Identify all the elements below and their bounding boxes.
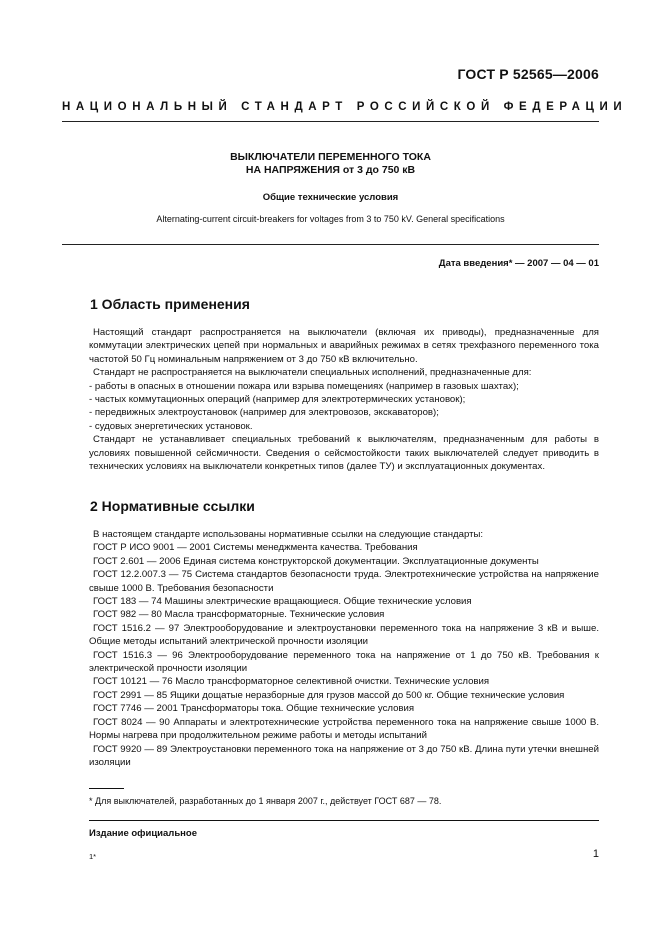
edition-label: Издание официальное (89, 828, 197, 839)
list-item: - частых коммутационных операций (например для электротермических установок); (89, 394, 466, 406)
reference-item: ГОСТ 2.601 — 2006 Единая система конструкторской документации. Эксплуатационные документы (93, 555, 539, 567)
list-item: - передвижных электроустановок (например для электровозов, экскаваторов); (89, 407, 439, 419)
national-standard-banner: НАЦИОНАЛЬНЫЙ СТАНДАРТ РОССИЙСКОЙ ФЕДЕРАЦИИ (62, 101, 628, 113)
reference-item: ГОСТ 1516.2 — 97 Электрооборудование и электроустановки переменного тока на напряжение 3 кВ и выше. Общие методы испытаний электрической прочности изоляции (89, 622, 599, 648)
reference-item: ГОСТ 12.2.007.3 — 75 Система стандартов безопасности труда. Электротехнические устройства на напряжение свыше 1000 В. Требования безопасности (89, 569, 599, 594)
reference-item: ГОСТ 2991 — 85 Ящики дощатые неразборные для грузов массой до 500 кг. Общие технические условия (93, 689, 565, 701)
section-1-heading: 1 Область применения (90, 296, 250, 312)
reference-item: ГОСТ 1516.3 — 96 Электрооборудование переменного тока на напряжение от 1 до 750 кВ. Требования к электрической прочности изоляции (89, 649, 599, 675)
reference-item: ГОСТ 982 — 80 Масла трансформаторные. Технические условия (93, 609, 385, 621)
list-item: - работы в опасных в отношении пожара или взрыва помещениях (например в газовых шахтах); (89, 380, 519, 392)
reference-item: ГОСТ 10121 — 76 Масло трансформаторное селективной очистки. Технические условия (93, 676, 490, 688)
list-item: - судовых энергетических установок. (89, 420, 253, 432)
page-number: 1 (592, 848, 599, 860)
title-line-1: ВЫКЛЮЧАТЕЛИ ПЕРЕМЕННОГО ТОКА (230, 151, 431, 163)
paragraph: В настоящем стандарте использованы нормативные ссылки на следующие стандарты: (93, 529, 484, 540)
title-rule (62, 244, 599, 245)
section-1-body (89, 326, 599, 473)
reference-item: ГОСТ 7746 — 2001 Трансформаторы тока. Общие технические условия (93, 703, 415, 715)
edition-rule (89, 820, 599, 821)
english-title: Alternating-current circuit-breakers for voltages from 3 to 750 kV. General specifications (156, 214, 505, 224)
footnote-rule (89, 788, 124, 789)
subtitle: Общие технические условия (262, 192, 399, 203)
reference-item: ГОСТ 183 — 74 Машины электрические вращающиеся. Общие технические условия (93, 596, 472, 608)
title-line-2: НА НАПРЯЖЕНИЯ от 3 до 750 кВ (245, 164, 416, 176)
paragraph: Стандарт не распространяется на выключатели специальных исполнений, предназначенные для: (93, 367, 532, 379)
reference-item: ГОСТ Р ИСО 9001 — 2001 Системы менеджмента качества. Требования (93, 542, 418, 554)
section-2-body (89, 528, 599, 769)
header-rule (62, 121, 599, 122)
sheet-mark: 1* (89, 852, 97, 861)
reference-item: ГОСТ 9920 — 89 Электроустановки переменного тока на напряжение от 3 до 750 кВ. Длина пути утечки внешней изоляции (89, 743, 599, 768)
reference-item: ГОСТ 8024 — 90 Аппараты и электротехнические устройства переменного тока на напряжение свыше 1000 В. Нормы нагрева при продолжительном режиме работы и методы испытаний (89, 716, 599, 742)
introduction-date: Дата введения* — 2007 — 04 — 01 (438, 258, 599, 269)
document-code: ГОСТ Р 52565—2006 (457, 66, 599, 82)
footnote: * Для выключателей, разработанных до 1 января 2007 г., действует ГОСТ 687 — 78. (89, 796, 442, 806)
paragraph: Стандарт не устанавливает специальных требований к выключателям, предназначенным для работы в условиях повышенной сейсмичности. Сведения о сейсмостойкости таких выключателей следует приводить в технических условиях на выключатели конкретных типов (далее ТУ) и эксплуатационных документах. (89, 434, 599, 473)
paragraph: Настоящий стандарт распространяется на выключатели (включая их приводы), предназначенные для коммутации электрических цепей при нормальных и аварийных режимах в сетях трехфазного переменного тока частотой 50 Гц номинальным напряжением от 3 до 750 кВ включительно. (89, 327, 599, 365)
section-2-heading: 2 Нормативные ссылки (90, 498, 255, 514)
